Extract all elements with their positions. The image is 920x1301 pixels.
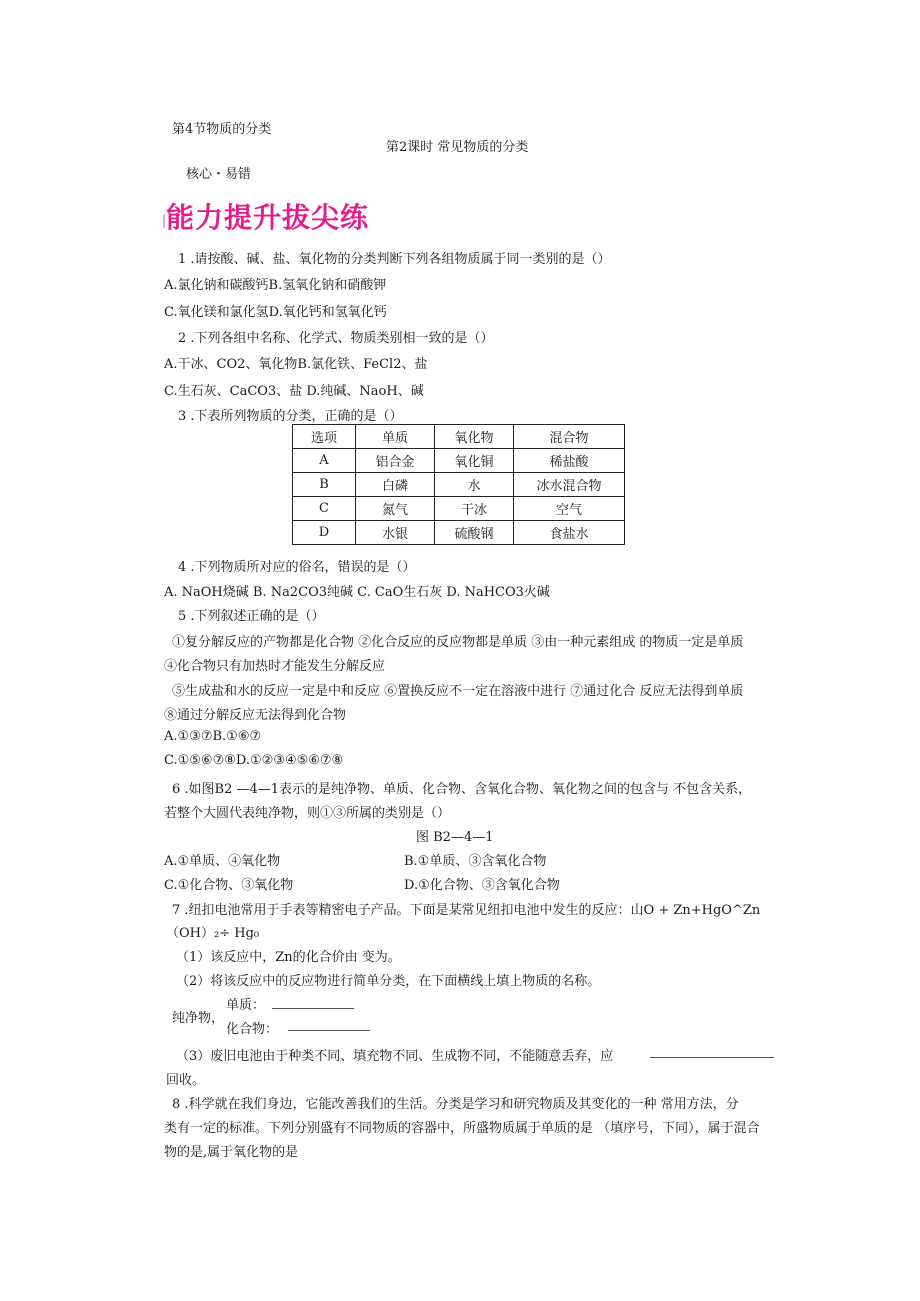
q5-statement-2: ④化合物只有加热时才能发生分解反应 xyxy=(164,659,386,674)
classification-table xyxy=(292,424,625,545)
q7-compound-blank[interactable] xyxy=(288,1018,370,1031)
q5-options-ab: A.①③⑦B.①⑥⑦ xyxy=(164,729,262,744)
q7-part-2: （2）将该反应中的反应物进行简单分类，在下面横线上填上物质的名称。 xyxy=(176,974,601,989)
table-cell: C xyxy=(293,497,356,521)
core-label: 核心・易错 xyxy=(186,167,252,182)
table-cell: 氮气 xyxy=(356,497,435,521)
table-cell: 食盐水 xyxy=(514,521,625,545)
q6-figure-caption: 图 B2—4—1 xyxy=(416,830,494,845)
table-cell: D xyxy=(293,521,356,545)
table-cell: 白磷 xyxy=(356,473,435,497)
q8-line-1: 8 .科学就在我们身边，它能改善我们的生活。分类是学习和研究物质及其变化的一种 常用方法，分 xyxy=(172,1097,739,1112)
q5-statement-3: ⑤生成盐和水的反应一定是中和反应 ⑥置换反应不一定在溶液中进行 ⑦通过化合 反应无法得到单质 xyxy=(172,684,744,699)
q8-line-2: 类有一定的标准。下列分别盛有不同物质的容器中，所盛物质属于单质的是 （填序号，下同），属于混合 xyxy=(164,1121,760,1136)
q2-options-cd: C.生石灰、CaCO3、盐 D.纯碱、NaoH、碱 xyxy=(164,384,424,399)
q8-line-3: 物的是,属于氧化物的是 xyxy=(164,1145,299,1160)
q7-pure-label: 纯净物， xyxy=(172,1011,225,1026)
q4-stem: 4 .下列物质所对应的俗名，错误的是（） xyxy=(178,560,416,575)
q1-stem: 1 .请按酸、碱、盐、氧化物的分类判断下列各组物质属于同一类别的是（） xyxy=(178,252,611,267)
table-cell: 铝合金 xyxy=(356,449,435,473)
q7-stem-2: （OH）₂÷ Hg₀ xyxy=(166,926,260,941)
table-cell: 干冰 xyxy=(435,497,514,521)
q7-recycle-blank[interactable] xyxy=(650,1045,774,1058)
q1-options-cd: C.氧化镁和氯化氢D.氧化钙和氢氧化钙 xyxy=(164,305,387,320)
table-header-cell: 混合物 xyxy=(514,425,625,449)
table-row xyxy=(293,449,625,473)
q7-part-1: （1）该反应中，Zn的化合价由 变为。 xyxy=(176,950,401,965)
q5-statement-4: ⑧通过分解反应无法得到化合物 xyxy=(164,708,347,723)
section-title: 第4节物质的分类 xyxy=(172,122,272,137)
table-cell: 水 xyxy=(435,473,514,497)
table-row xyxy=(293,521,625,545)
table-cell: 硫酸钢 xyxy=(435,521,514,545)
q6-option-c: C.①化合物、③氧化物 xyxy=(164,878,294,893)
lesson-title: 第2课时 常见物质的分类 xyxy=(386,140,529,155)
table-cell: A xyxy=(293,449,356,473)
banner-mark xyxy=(163,214,165,228)
table-cell: B xyxy=(293,473,356,497)
q3-stem: 3 .下表所列物质的分类，正确的是（） xyxy=(178,409,403,424)
q7-stem-1: 7 .纽扣电池常用于手表等精密电子产品。下面是某常见纽扣电池中发生的反应：山O + Zn+HgO^Zn xyxy=(172,903,761,918)
q5-statement-1: ①复分解反应的产物都是化合物 ②化合反应的反应物都是单质 ③由一种元素组成 的物质一定是单质 xyxy=(172,635,744,650)
q7-part-3-end: 回收。 xyxy=(166,1073,206,1088)
q4-options: A. NaOH烧碱 B. Na2CO3纯碱 C. CaO生石灰 D. NaHCO3火碱 xyxy=(164,585,550,600)
table-cell: 氧化铜 xyxy=(435,449,514,473)
banner-title: 能力提升拔尖练 xyxy=(166,201,370,234)
table-header-cell: 单质 xyxy=(356,425,435,449)
table-header-cell: 选项 xyxy=(293,425,356,449)
table-row xyxy=(293,497,625,521)
table-cell: 稀盐酸 xyxy=(514,449,625,473)
q5-stem: 5 .下列叙述正确的是（） xyxy=(178,609,325,624)
table-header-row xyxy=(293,425,625,449)
q6-stem-1: 6 .如图B2 —4—1表示的是纯净物、单质、化合物、含氧化合物、氧化物之间的包含与 不包含关系， xyxy=(172,782,752,797)
q6-option-d: D.①化合物、③含氧化合物 xyxy=(404,878,560,893)
q7-part-3: （3）废旧电池由于种类不同、填充物不同、生成物不同，不能随意丢弃，应 xyxy=(176,1049,614,1064)
q6-option-a: A.①单质、④氧化物 xyxy=(164,854,281,869)
q6-stem-2: 若整个大圆代表纯净物，则①③所属的类别是（） xyxy=(164,806,451,821)
table-header-cell: 氧化物 xyxy=(435,425,514,449)
q1-options-ab: A.氯化钠和碳酸钙B.氢氧化钠和硝酸钾 xyxy=(164,278,387,293)
q5-options-cd: C.①⑤⑥⑦⑧D.①②③④⑤⑥⑦⑧ xyxy=(164,753,344,768)
q2-options-ab: A.干冰、CO2、氧化物B.氯化铁、FeCl2、盐 xyxy=(164,357,428,372)
table-row xyxy=(293,473,625,497)
q6-option-b: B.①单质、③含氧化合物 xyxy=(404,854,547,869)
q2-stem: 2 .下列各组中名称、化学式、物质类别相一致的是（） xyxy=(178,331,494,346)
table-cell: 冰水混合物 xyxy=(514,473,625,497)
q7-element-blank[interactable] xyxy=(272,996,354,1009)
q7-element-label: 单质： xyxy=(226,998,266,1013)
q7-compound-label: 化合物： xyxy=(226,1022,279,1037)
table-cell: 空气 xyxy=(514,497,625,521)
table-cell: 水银 xyxy=(356,521,435,545)
